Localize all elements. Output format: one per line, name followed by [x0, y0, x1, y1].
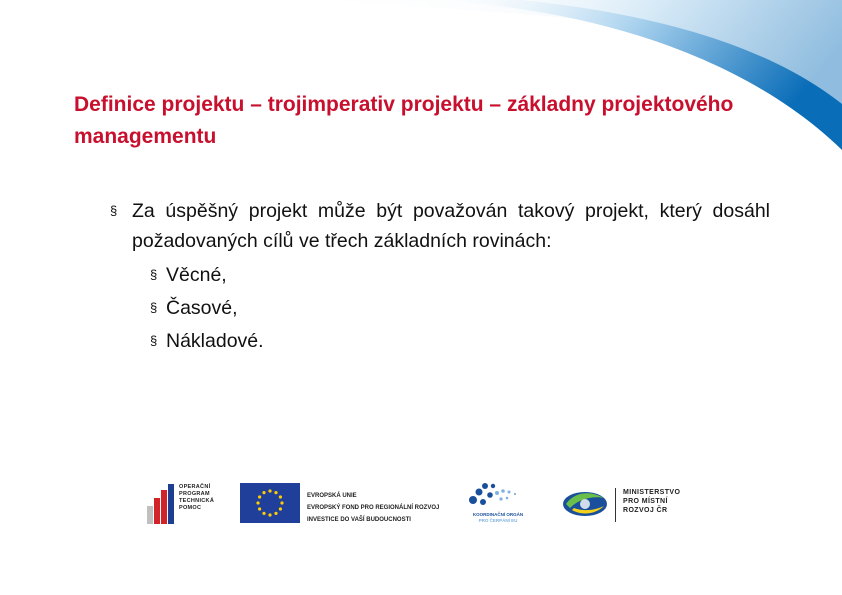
bullet-marker-icon: § [150, 267, 158, 282]
bullet-marker-icon: § [150, 333, 158, 348]
op-tp-logo-text: OPERAČNÍ PROGRAM TECHNICKÁ POMOC [179, 484, 215, 511]
bullet-marker-icon: § [150, 300, 158, 315]
sub-bullet-text: Věcné, [166, 264, 227, 286]
sub-bullet-text: Časové, [166, 297, 238, 319]
sub-bullet-item [150, 293, 770, 323]
sub-bullet-list [150, 260, 770, 356]
ko-logo-text: KOORDINAČNÍ ORGÁN PRO ČERPÁNÍ EU [472, 512, 524, 523]
bullet-item [110, 196, 770, 256]
sub-bullet-text: Nákladové. [166, 330, 264, 352]
slide-title: Definice projektu – trojimperativ projektu – základny projektového managementu [74, 93, 734, 148]
sub-bullet-item [150, 326, 770, 356]
ko-logo-icon [463, 480, 533, 512]
bullet-list [110, 196, 770, 359]
sub-bullet-item [150, 260, 770, 290]
mmr-divider [615, 488, 616, 522]
bullet-text: Za úspěšný projekt může být považován takový projekt, který dosáhl požadovaných cílů ve třech základních rovinách: [132, 200, 770, 252]
mmr-logo-icon [560, 486, 610, 520]
mmr-logo-text: MINISTERSTVO PRO MÍSTNÍ ROZVOJ ČR [623, 489, 681, 514]
eu-flag-icon [240, 483, 300, 523]
op-tp-logo-icon [145, 484, 175, 524]
bullet-marker-icon: § [110, 203, 118, 218]
eu-logo-text: EVROPSKÁ UNIE EVROPSKÝ FOND PRO REGIONÁLNÍ ROZVOJ INVESTICE DO VAŠÍ BUDOUCNOSTI [307, 493, 440, 523]
footer-logos [145, 478, 705, 528]
